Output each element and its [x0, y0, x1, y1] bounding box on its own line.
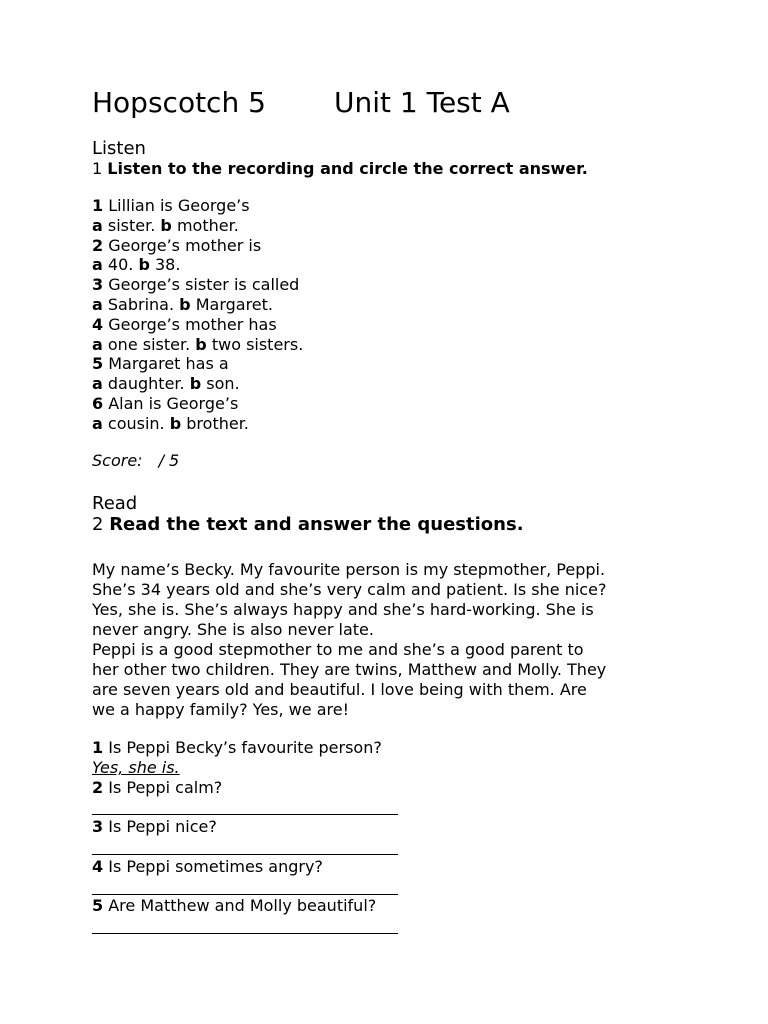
option-a[interactable]: 40. — [107, 255, 134, 275]
score-line — [92, 451, 179, 471]
item-number: 3 — [92, 275, 104, 295]
option-b[interactable]: 38. — [154, 255, 181, 275]
options-line — [92, 414, 303, 434]
option-a-marker: a — [92, 294, 103, 314]
option-a-marker: a — [92, 255, 103, 275]
option-a[interactable]: Sabrina. — [107, 294, 175, 314]
answer-line[interactable] — [92, 916, 398, 936]
options-line — [92, 255, 303, 275]
item-number: 4 — [92, 314, 104, 334]
option-a-marker: a — [92, 413, 103, 433]
passage-line: are seven years old and beautiful. I love being with them. Are — [92, 680, 587, 699]
option-a[interactable]: daughter. — [107, 374, 185, 394]
option-b[interactable]: two sisters. — [211, 334, 304, 354]
question-text: Margaret has a — [108, 354, 229, 374]
answer-line[interactable] — [92, 877, 398, 897]
score-label: Score: — [92, 451, 143, 470]
instruction-text: Listen to the recording and circle the correct answer. — [107, 159, 588, 178]
read-heading: Read — [92, 493, 138, 514]
item-number: 1 — [92, 196, 104, 215]
question-text: Alan is George’s — [108, 393, 239, 413]
options-line — [92, 295, 303, 315]
options-line — [92, 216, 303, 236]
question-text: George’s mother is — [108, 235, 262, 255]
exercise-number: 2 — [92, 514, 104, 535]
question-line — [92, 896, 398, 916]
question-text: Is Peppi nice? — [108, 817, 217, 837]
answer-line[interactable] — [92, 837, 398, 857]
passage-line: never angry. She is also never late. — [92, 620, 374, 639]
question-text: George’s mother has — [108, 314, 277, 334]
passage-line: Peppi is a good stepmother to me and she’s a good parent to — [92, 640, 584, 659]
passage-line: her other two children. They are twins, Matthew and Molly. They — [92, 660, 607, 679]
passage-line: Yes, she is. She’s always happy and she’s hard-working. She is — [92, 600, 594, 619]
exercise-number: 1 — [92, 159, 103, 178]
option-a-marker: a — [92, 374, 103, 394]
passage-line: My name’s Becky. My favourite person is my stepmother, Peppi. — [92, 560, 606, 579]
unit-title: Unit 1 Test A — [334, 86, 510, 119]
option-b[interactable]: mother. — [176, 215, 239, 235]
listen-items — [92, 196, 303, 434]
example-answer — [92, 758, 398, 778]
item-number: 5 — [92, 354, 104, 374]
answer-blank[interactable] — [92, 877, 398, 895]
option-b[interactable]: Margaret. — [195, 294, 273, 314]
question-line — [92, 354, 303, 374]
question-line — [92, 196, 303, 216]
answer-blank[interactable] — [92, 797, 398, 815]
question-text: George’s sister is called — [108, 275, 300, 295]
item-number: 2 — [92, 235, 104, 255]
answer-blank[interactable] — [92, 837, 398, 855]
question-text: Lillian is George’s — [108, 196, 250, 215]
question-text: Is Peppi sometimes angry? — [108, 856, 323, 876]
question-line — [92, 315, 303, 335]
answer-blank[interactable] — [92, 916, 398, 934]
question-number: 1 — [92, 738, 104, 757]
question-text: Are Matthew and Molly beautiful? — [108, 896, 377, 916]
question-line — [92, 778, 398, 798]
answer-line[interactable] — [92, 797, 398, 817]
read-instruction — [92, 514, 524, 536]
question-number: 3 — [92, 817, 104, 837]
option-a-marker: a — [92, 215, 103, 235]
question-line — [92, 275, 303, 295]
options-line — [92, 374, 303, 394]
question-line — [92, 857, 398, 877]
question-line — [92, 394, 303, 414]
passage-line: She’s 34 years old and she’s very calm and patient. Is she nice? — [92, 580, 607, 599]
example-answer-text: Yes, she is. — [92, 757, 180, 777]
option-b[interactable]: brother. — [186, 413, 249, 433]
listen-heading: Listen — [92, 138, 146, 159]
listen-instruction — [92, 159, 588, 179]
question-number: 5 — [92, 896, 104, 916]
instruction-text: Read the text and answer the questions. — [109, 514, 524, 535]
question-text: Is Peppi calm? — [108, 777, 223, 797]
passage-line: we a happy family? Yes, we are! — [92, 700, 349, 719]
reading-passage — [92, 560, 692, 720]
question-line — [92, 236, 303, 256]
option-a[interactable]: one sister. — [107, 334, 191, 354]
option-b-marker: b — [195, 334, 207, 354]
option-a[interactable]: cousin. — [107, 413, 165, 433]
option-b-marker: b — [169, 413, 182, 433]
option-b-marker: b — [179, 294, 191, 314]
question-line — [92, 817, 398, 837]
question-number: 4 — [92, 856, 104, 876]
book-title: Hopscotch 5 — [92, 86, 266, 119]
page-title — [92, 86, 510, 120]
question-number: 2 — [92, 777, 104, 797]
option-a-marker: a — [92, 334, 103, 354]
score-total: / 5 — [158, 451, 180, 470]
option-a[interactable]: sister. — [107, 215, 156, 235]
read-questions — [92, 738, 398, 936]
option-b-marker: b — [189, 374, 202, 394]
item-number: 6 — [92, 393, 104, 413]
option-b-marker: b — [138, 255, 150, 275]
option-b-marker: b — [160, 215, 172, 235]
options-line — [92, 335, 303, 355]
question-text: Is Peppi Becky’s favourite person? — [108, 738, 382, 757]
question-line — [92, 738, 398, 758]
option-b[interactable]: son. — [206, 374, 240, 394]
